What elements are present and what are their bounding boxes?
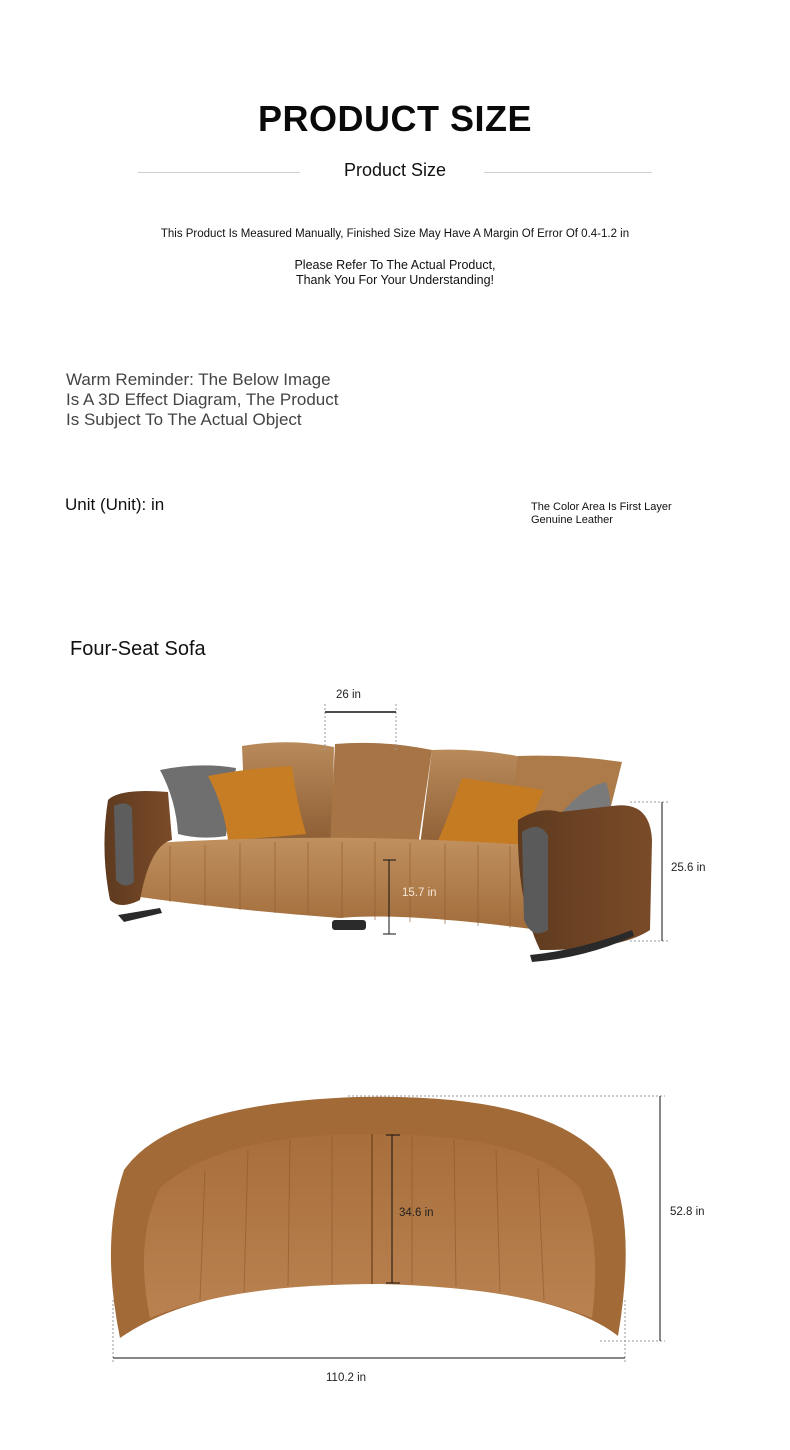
top-seat-area (144, 1134, 595, 1318)
page-title: PRODUCT SIZE (257, 98, 532, 139)
color-note-line2: Genuine Leather (531, 514, 613, 526)
label-seat-depth: 34.6 in (399, 1207, 434, 1219)
label-seat-height: 15.7 in (402, 887, 437, 899)
dim-total-width (113, 1300, 625, 1364)
label-total-depth: 52.8 in (670, 1206, 705, 1218)
right-arm-panel (522, 827, 548, 933)
reminder-line1: Warm Reminder: The Below Image (66, 370, 331, 389)
sofa-top-view (111, 1096, 665, 1364)
sofa-front-view (104, 704, 668, 962)
refer-note-line2: Thank You For Your Understanding! (295, 273, 495, 287)
base-foot-center (332, 920, 366, 930)
reminder-line3: Is Subject To The Actual Object (66, 410, 302, 429)
label-total-width: 110.2 in (326, 1372, 367, 1384)
left-arm-panel (114, 803, 134, 885)
seat-cushion (122, 838, 540, 930)
unit-label: Unit (Unit): in (65, 495, 165, 514)
page-subtitle: Product Size (343, 160, 447, 180)
color-note-line1: The Color Area Is First Layer (531, 501, 672, 513)
label-total-height: 25.6 in (671, 862, 706, 874)
product-name: Four-Seat Sofa (70, 638, 206, 660)
measurement-note: This Product Is Measured Manually, Finished Size May Have A Margin Of Error Of 0.4-1.2 in (160, 228, 630, 240)
sofa-base (118, 908, 162, 922)
reminder-line2: Is A 3D Effect Diagram, The Product (66, 390, 339, 409)
label-cushion-width: 26 in (336, 689, 361, 701)
back-cushion-2 (330, 743, 432, 846)
refer-note-line1: Please Refer To The Actual Product, (294, 258, 496, 272)
